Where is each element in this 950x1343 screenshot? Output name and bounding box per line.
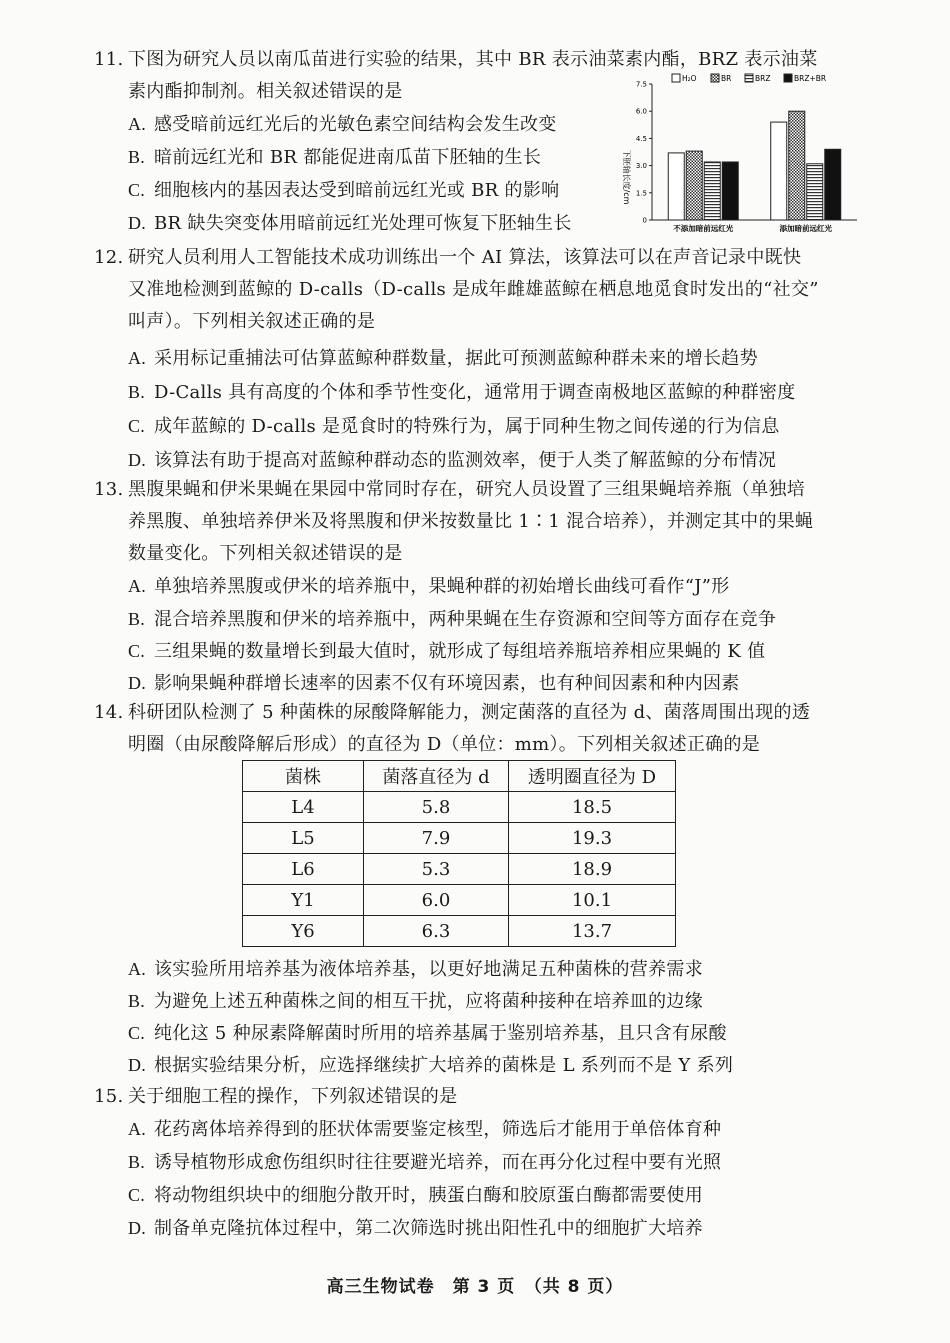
option-label: B. — [128, 147, 146, 167]
table-cell: 6.0 — [364, 885, 509, 916]
q13-option-d — [128, 667, 740, 700]
bar-3-1 — [704, 162, 720, 220]
option-text: 采用标记重捕法可估算蓝鲸种群数量，据此可预测蓝鲸种群未来的增长趋势 — [154, 348, 758, 369]
table-cell: 5.8 — [364, 792, 509, 823]
option-label: C. — [128, 1185, 146, 1205]
q15-option-b — [128, 1146, 721, 1179]
table-header-row — [243, 761, 676, 792]
chart-y-axis-label: 下胚轴长度/cm — [622, 149, 631, 205]
option-label: A. — [128, 1119, 147, 1139]
option-text: 影响果蝇种群增长速率的因素不仅有环境因素，也有种间因素和种内因素 — [154, 673, 740, 694]
table-cell: 18.9 — [509, 854, 676, 885]
option-text: 花药离体培养得到的胚状体需要鉴定核型，筛选后才能用于单倍体育种 — [154, 1119, 722, 1140]
table-row — [243, 916, 676, 947]
x-tick-label: 不添加暗前远红光 — [673, 224, 734, 233]
table-cell: Y6 — [243, 916, 364, 947]
bar-3-2 — [807, 164, 823, 220]
legend-label: BR — [721, 74, 732, 83]
bar-2-2 — [789, 111, 805, 220]
x-tick-label: 添加暗前远红光 — [779, 224, 832, 233]
option-label: D. — [128, 1055, 147, 1075]
q12-option-b — [128, 376, 796, 409]
option-text: 该算法有助于提高对蓝鲸种群动态的监测效率，便于人类了解蓝鲸的分布情况 — [154, 450, 777, 471]
table-header-cell: 菌落直径为 d — [364, 761, 509, 792]
option-label: A. — [128, 348, 147, 368]
legend-swatch — [711, 74, 719, 82]
q14-option-c — [128, 1017, 727, 1050]
table-row — [243, 792, 676, 823]
table-cell: Y1 — [243, 885, 364, 916]
chart-bars — [668, 111, 841, 220]
q14-option-d — [128, 1049, 733, 1082]
option-label: A. — [128, 576, 147, 596]
option-label: B. — [128, 991, 146, 1011]
option-label: D. — [128, 1218, 147, 1238]
table-header-cell: 透明圈直径为 D — [509, 761, 676, 792]
question-13 — [94, 474, 874, 570]
option-text: 成年蓝鲸的 D-calls 是觅食时的特殊行为，属于同种生物之间传递的行为信息 — [154, 416, 780, 437]
q12-option-d — [128, 444, 776, 477]
q11-option-b — [128, 141, 541, 174]
q11-option-c — [128, 174, 559, 207]
option-text: 混合培养黑腹和伊米的培养瓶中，两种果蝇在生存资源和空间等方面存在竞争 — [154, 609, 777, 630]
q11-option-d — [128, 207, 572, 240]
question-number: 13. — [94, 479, 124, 500]
question-stem-line: 黑腹果蝇和伊米果蝇在果园中常同时存在，研究人员设置了三组果蝇培养瓶（单独培 — [128, 479, 806, 500]
option-text: 将动物组织块中的细胞分散开时，胰蛋白酶和胶原蛋白酶都需要使用 — [154, 1185, 703, 1206]
option-text: D-Calls 具有高度的个体和季节性变化，通常用于调查南极地区蓝鲸的种群密度 — [154, 382, 796, 403]
option-text: 感受暗前远红光后的光敏色素空间结构会发生改变 — [154, 114, 557, 135]
q15-option-d — [128, 1212, 703, 1245]
legend-swatch — [784, 74, 792, 82]
q15-option-a — [128, 1113, 721, 1146]
option-text: 纯化这 5 种尿素降解菌时所用的培养基属于鉴别培养基，且只含有尿酸 — [154, 1023, 727, 1044]
question-number: 14. — [94, 702, 124, 723]
option-label: C. — [128, 1023, 146, 1043]
question-number: 15. — [94, 1086, 124, 1107]
q11-option-a — [128, 108, 557, 141]
table-cell: 6.3 — [364, 916, 509, 947]
question-stem-line: 关于细胞工程的操作，下列叙述错误的是 — [128, 1086, 458, 1107]
question-14 — [94, 697, 874, 761]
table-row — [243, 885, 676, 916]
option-label: B. — [128, 1152, 146, 1172]
question-stem-line: 素内酯抑制剂。相关叙述错误的是 — [128, 81, 403, 102]
legend-label: BRZ — [755, 74, 771, 83]
table-cell: 13.7 — [509, 916, 676, 947]
table-cell: L4 — [243, 792, 364, 823]
bar-4-1 — [722, 162, 738, 220]
option-text: 根据实验结果分析，应选择继续扩大培养的菌株是 L 系列而不是 Y 系列 — [154, 1055, 734, 1076]
option-text: 为避免上述五种菌株之间的相互干扰，应将菌种接种在培养皿的边缘 — [154, 991, 703, 1012]
question-stem-line: 叫声）。下列相关叙述正确的是 — [128, 311, 376, 332]
q13-option-c — [128, 635, 765, 668]
question-stem-line: 养黑腹、单独培养伊米及将黑腹和伊米按数量比 1∶1 混合培养），并测定其中的果蝇 — [128, 511, 814, 532]
option-text: 细胞核内的基因表达受到暗前远红光或 BR 的影响 — [154, 180, 560, 201]
y-tick-label: 0 — [642, 216, 647, 225]
legend-swatch — [672, 74, 680, 82]
chart-legend — [672, 74, 826, 83]
y-tick-label: 1.5 — [635, 189, 647, 198]
y-tick-label: 7.5 — [635, 80, 647, 89]
option-label: B. — [128, 382, 146, 402]
y-tick-label: 3.0 — [635, 162, 647, 171]
y-tick-label: 4.5 — [635, 134, 647, 143]
option-text: 该实验所用培养基为液体培养基，以更好地满足五种菌株的营养需求 — [154, 959, 703, 980]
q13-option-b — [128, 603, 776, 636]
option-label: D. — [128, 673, 147, 693]
table-cell: 18.5 — [509, 792, 676, 823]
option-label: D. — [128, 450, 147, 470]
option-text: 单独培养黑腹或伊米的培养瓶中，果蝇种群的初始增长曲线可看作“J”形 — [154, 576, 730, 597]
option-label: A. — [128, 959, 147, 979]
page-footer: 高三生物试卷 第 3 页 （共 8 页） — [326, 1277, 624, 1297]
bar-1-2 — [771, 122, 787, 220]
table-cell: 5.3 — [364, 854, 509, 885]
table-row — [243, 823, 676, 854]
table-cell: 19.3 — [509, 823, 676, 854]
y-tick-label: 6.0 — [635, 107, 647, 116]
question-stem-line: 数量变化。下列相关叙述错误的是 — [128, 543, 403, 564]
q14-option-a — [128, 953, 703, 986]
option-text: 诱导植物形成愈伤组织时往往要避光培养，而在再分化过程中要有光照 — [154, 1152, 722, 1173]
table-cell: L6 — [243, 854, 364, 885]
question-stem-line: 科研团队检测了 5 种菌株的尿酸降解能力，测定菌落的直径为 d、菌落周围出现的透 — [128, 702, 811, 723]
option-text: 暗前远红光和 BR 都能促进南瓜苗下胚轴的生长 — [154, 147, 542, 168]
legend-swatch — [745, 74, 753, 82]
legend-label: BRZ+BR — [794, 74, 827, 83]
q13-option-a — [128, 570, 730, 603]
q15-option-c — [128, 1179, 703, 1212]
option-text: 三组果蝇的数量增长到最大值时，就形成了每组培养瓶培养相应果蝇的 K 值 — [154, 641, 766, 662]
question-stem-line: 明圈（由尿酸降解后形成）的直径为 D（单位：mm）。下列相关叙述正确的是 — [128, 734, 761, 755]
table-cell: L5 — [243, 823, 364, 854]
q14-option-b — [128, 985, 703, 1018]
option-label: C. — [128, 641, 146, 661]
option-label: C. — [128, 180, 146, 200]
question-number: 11. — [94, 49, 124, 70]
hypocotyl-length-bar-chart — [612, 72, 862, 242]
bar-2-1 — [686, 151, 702, 220]
question-stem-line: 研究人员利用人工智能技术成功训练出一个 AI 算法，该算法可以在声音记录中既快 — [128, 247, 802, 268]
option-label: C. — [128, 416, 146, 436]
question-number: 12. — [94, 247, 124, 268]
question-12 — [94, 242, 874, 338]
table-row — [243, 854, 676, 885]
option-label: D. — [128, 213, 147, 233]
q12-option-c — [128, 410, 780, 443]
table-cell: 7.9 — [364, 823, 509, 854]
question-stem-line: 下图为研究人员以南瓜苗进行实验的结果，其中 BR 表示油菜素内酯，BRZ 表示油菜 — [128, 49, 818, 70]
bar-1-1 — [668, 153, 684, 220]
option-text: BR 缺失突变体用暗前远红光处理可恢复下胚轴生长 — [154, 213, 572, 234]
bar-4-2 — [825, 149, 841, 220]
legend-label: H₂O — [682, 74, 697, 83]
option-text: 制备单克隆抗体过程中，第二次筛选时挑出阳性孔中的细胞扩大培养 — [154, 1218, 703, 1239]
q12-option-a — [128, 342, 758, 375]
option-label: A. — [128, 114, 147, 134]
strain-data-table — [242, 760, 676, 947]
question-15 — [94, 1081, 864, 1113]
table-header-cell: 菌株 — [243, 761, 364, 792]
option-label: B. — [128, 609, 146, 629]
table-cell: 10.1 — [509, 885, 676, 916]
question-stem-line: 又准地检测到蓝鲸的 D-calls（D-calls 是成年雌雄蓝鲸在栖息地觅食时发出的“社交” — [128, 279, 819, 300]
